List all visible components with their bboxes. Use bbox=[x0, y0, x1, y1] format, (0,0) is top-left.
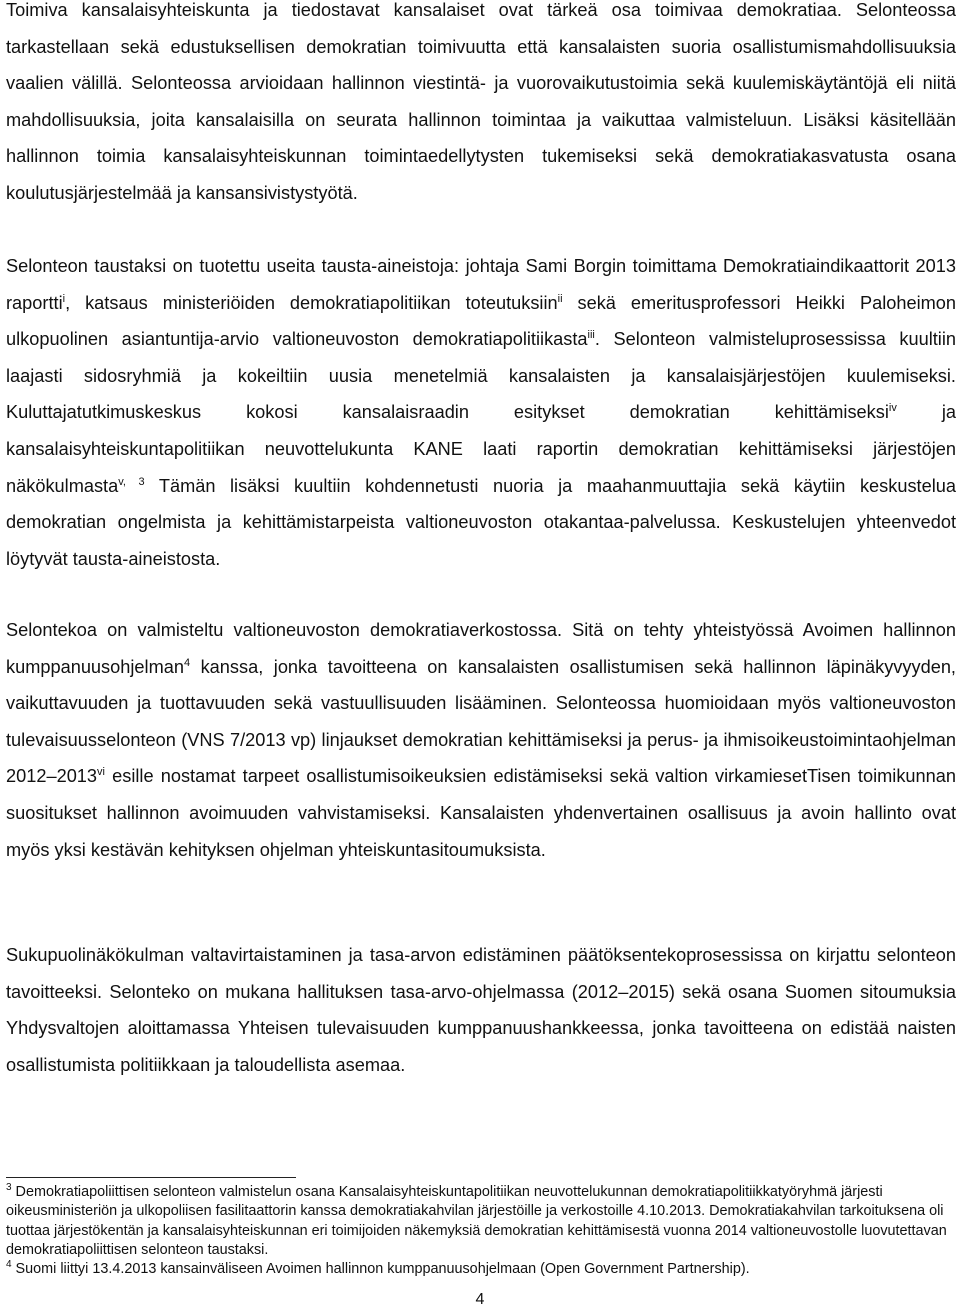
footnote-separator bbox=[6, 1177, 296, 1178]
endnote-marker[interactable]: ii bbox=[557, 292, 563, 305]
footnote-4 bbox=[6, 1260, 950, 1279]
footnote-text: Demokratiapoliittisen selonteon valmistelun osana Kansalaisyhteiskuntapolitiikan neuvottelukunnan demokratiapolitiikkatyöryhmä järjesti oikeusministeriön ja ulkopoliisen fasilitaattorin kanssa demokratiakahvilan järjestöille ja verkostoille 4.10.2013. Demokratiakahvilan tarkoituksena oli tuottaa järjestökentän ja kansalaisyhteiskunnan eri toimijoiden näkemyksiä demokratian kehittämisestä vuonna 2014 valtioneuvostolle luovutettavan demokratiapoliittisen selonteon taustaksi. bbox=[6, 1184, 947, 1258]
endnote-marker[interactable]: iv bbox=[888, 402, 897, 415]
paragraph-text: esille nostamat tarpeet osallistumisoikeuksien edistämiseksi sekä valtion virkamiesetTisen toimikunnan suositukset hallinnon avoimuuden vahvistamiseksi. Kansalaisten yhdenvertainen osallisuus ja avoin hallinto ovat myös yksi kestävän kehityksen ohjelman yhteiskuntasitoumuksista. bbox=[6, 766, 956, 860]
footnotes bbox=[6, 1183, 950, 1279]
paragraph-text: Selontekoa on valmisteltu valtioneuvoston demokratiaverkostossa. Sitä on tehty yhteistyössä Avoimen hallinnon kumppanuusohjelman bbox=[6, 620, 956, 677]
paragraph-civil-society bbox=[6, 0, 956, 212]
footnote-marker[interactable]: v, 3 bbox=[118, 475, 145, 488]
paragraph-text: , katsaus ministeriöiden demokratiapolitiikan toteutuksiin bbox=[65, 292, 558, 313]
footnote-number: 3 bbox=[6, 1182, 12, 1194]
paragraph-text: . Selonteon valmisteluprosessissa kuultiin laajasti sidosryhmiä ja kokeiltiin uusia menetelmiä kansalaisten ja kansalaisjärjestöjen kuulemiseksi. Kuluttajatutkimuskeskus kokosi kansalaisraadin esitykset demokratian kehittämiseksi bbox=[6, 329, 956, 423]
footnote-text: Suomi liittyi 13.4.2013 kansainväliseen Avoimen hallinnon kumppanuusohjelmaan (Open Government Partnership). bbox=[11, 1261, 750, 1278]
footnote-number: 4 bbox=[6, 1259, 12, 1271]
paragraph-gender-equality bbox=[6, 937, 956, 1083]
paragraph-text: kanssa, jonka tavoitteena on kansalaisten osallistumisen sekä hallinnon läpinäkyvyyden, vaikuttavuuden ja tuottavuuden sekä vastuullisuuden lisääminen. Selonteossa huomioidaan myös valtioneuvoston tulevaisuusselonteon (VNS 7/2013 vp) linjaukset demokratian kehittämiseksi ja perus- ja ihmisoikeustoimintaohjelman 2012–2013 bbox=[6, 656, 956, 787]
paragraph-text: Sukupuolinäkökulman valtavirtaistaminen ja tasa-arvon edistäminen päätöksentekoprosessissa on kirjattu selonteon tavoitteeksi. Selonteko on mukana hallituksen tasa-arvo-ohjelmassa (2012–2015) sekä osana Suomen sitoumuksia Yhdysvaltojen aloittamassa Yhteisen tulevaisuuden kumppanuushankkeessa, jonka tavoitteena on edistää naisten osallistumista politiikkaan ja taloudellista asemaa. bbox=[6, 945, 956, 1075]
paragraph-text: Toimiva kansalaisyhteiskunta ja tiedostavat kansalaiset ovat tärkeä osa toimivaa demokratiaa. Selonteossa tarkastellaan sekä edustuksellisen demokratian toimivuutta että kansalaisten suoria osallistumismahdollisuuksia vaalien välillä. Selonteossa arvioidaan hallinnon viestintä- ja vuorovaikutustoimia sekä kuulemiskäytäntöjä eli niitä mahdollisuuksia, joita kansalaisilla on seurata hallinnon toimintaa ja vaikuttaa valmisteluun. Lisäksi käsitellään hallinnon toimia kansalaisyhteiskunnan toimintaedellytysten tukemiseksi sekä demokratiakasvatusta osana koulutusjärjestelmää ja kansansivistystyötä. bbox=[6, 0, 956, 203]
paragraph-text: ja kansalaisyhteiskuntapolitiikan neuvottelukunta KANE laati raportin demokratian kehittämiseksi järjestöjen näkökulmasta bbox=[6, 402, 956, 496]
footnote-marker[interactable]: 4 bbox=[183, 656, 191, 669]
endnote-marker[interactable]: vi bbox=[97, 766, 105, 779]
footnote-3 bbox=[6, 1183, 950, 1260]
page-number: 4 bbox=[475, 1291, 485, 1308]
endnote-marker[interactable]: i bbox=[62, 292, 66, 305]
paragraph-text: Selonteon taustaksi on tuotettu useita tausta-aineistoja: johtaja Sami Borgin toimittama Demokratiaindikaattorit 2013 raportti bbox=[6, 256, 956, 313]
paragraph-text: Tämän lisäksi kuultiin kohdennetusti nuoria ja maahanmuuttajia sekä käytiin keskustelua demokratian ongelmista ja kehittämistarpeista valtioneuvoston otakantaa-palvelussa. Keskustelujen yhteenvedot löytyvät tausta-aineistosta. bbox=[6, 475, 956, 569]
endnote-marker[interactable]: iii bbox=[587, 329, 595, 342]
paragraph-democracy-network bbox=[6, 612, 956, 868]
paragraph-text: sekä emeritusprofessori Heikki Paloheimon ulkopuolinen asiantuntija-arvio valtioneuvoston demokratiapolitiikasta bbox=[6, 292, 956, 350]
paragraph-background-materials bbox=[6, 248, 956, 577]
